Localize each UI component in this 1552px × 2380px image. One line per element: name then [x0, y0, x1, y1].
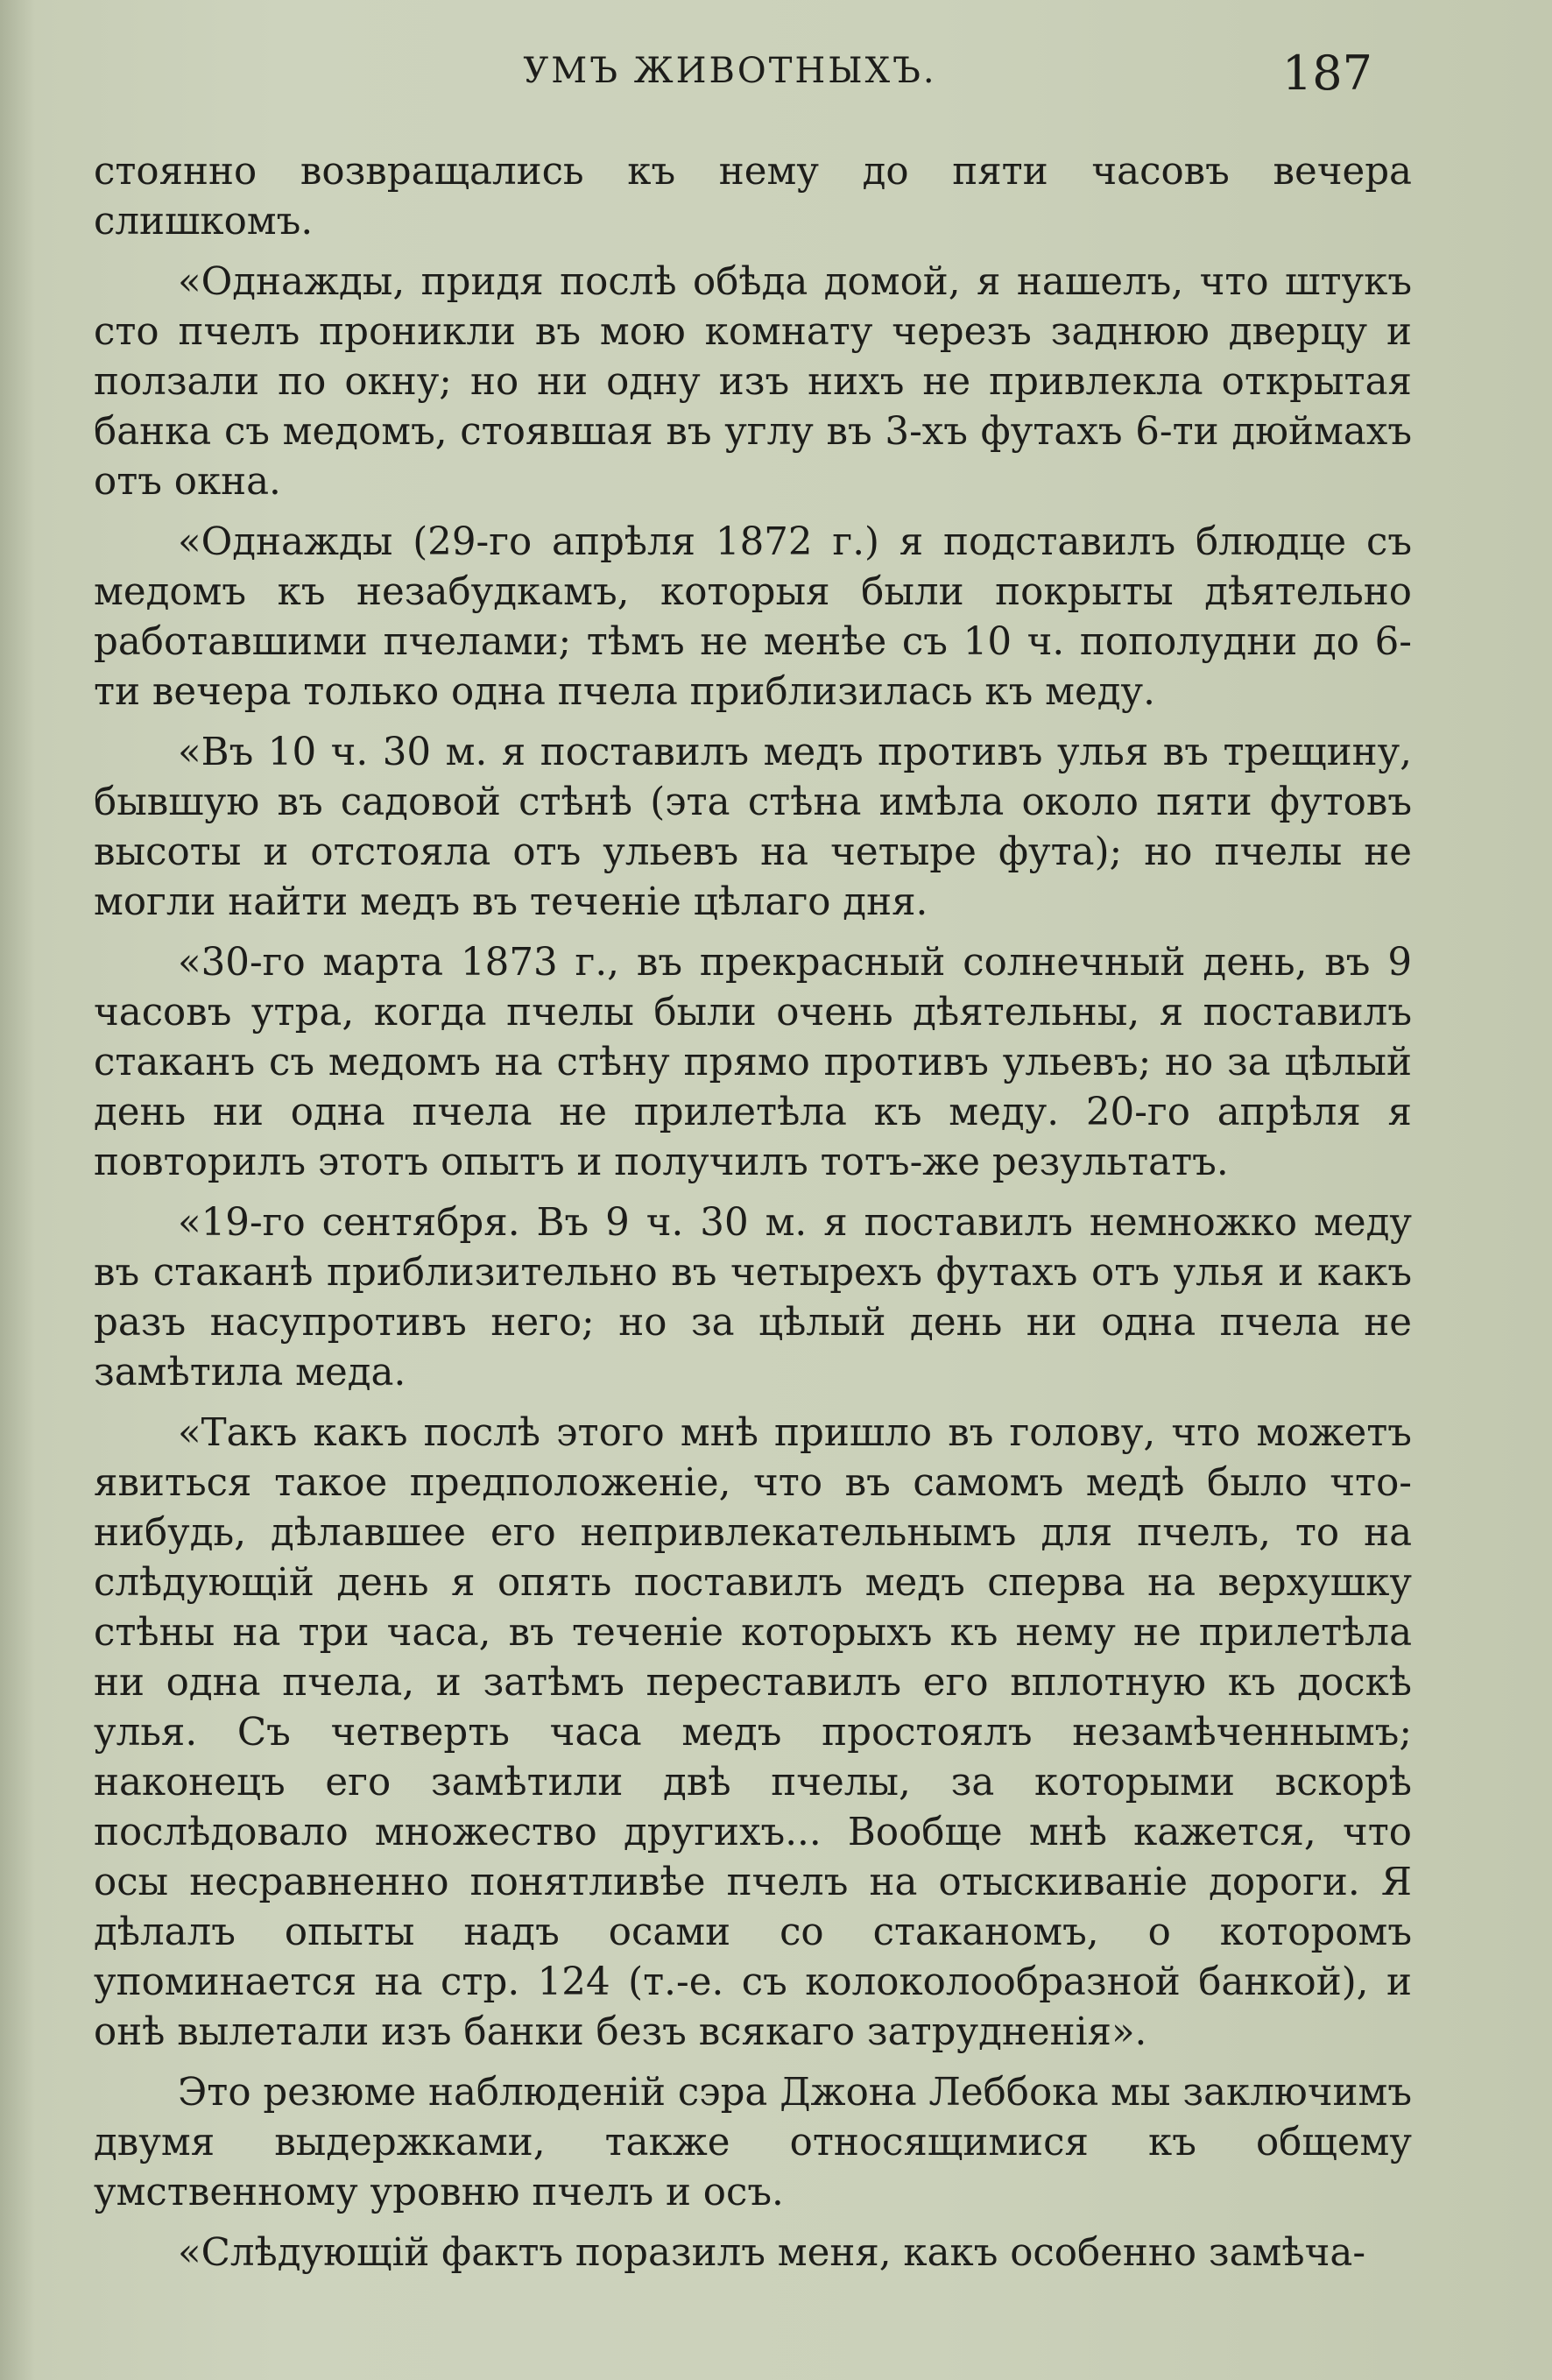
paragraph-8: Это резюме наблюденій сэра Джона Леббока мы заключимъ двумя выдержками, также относящимися къ общему умственному уровню пчелъ и осъ.: [94, 2071, 1412, 2214]
paragraph-5: «30-го марта 1873 г., въ прекрасный солнечный день, въ 9 часовъ утра, когда пчелы были очень дѣятельны, я поставилъ стаканъ съ медомъ на стѣну прямо противъ ульевъ; но за цѣлый день ни одна пчела не прилетѣла къ меду. 20-го апрѣля я повторилъ этотъ опытъ и получилъ тотъ-же результатъ.: [94, 941, 1412, 1184]
page-number: 187: [1281, 46, 1372, 101]
running-head: УМЪ ЖИВОТНЫХЪ.: [523, 51, 937, 91]
paragraph-6: «19-го сентября. Въ 9 ч. 30 м. я поставилъ немножко меду въ стаканѣ приблизительно въ четырехъ футахъ отъ улья и какъ разъ насупротивъ него; но за цѣлый день ни одна пчела не замѣтила меда.: [94, 1201, 1412, 1395]
paragraph-1: стоянно возвращались къ нему до пяти часовъ вечера слишкомъ.: [94, 150, 1412, 244]
paragraph-3: «Однажды (29-го апрѣля 1872 г.) я подставилъ блюдце съ медомъ къ незабудкамъ, которыя были покрыты дѣятельно работавшими пчелами; тѣмъ не менѣе съ 10 ч. пополудни до 6-ти вечера только одна пчела приблизилась къ меду.: [94, 520, 1412, 714]
paragraph-2: «Однажды, придя послѣ обѣда домой, я нашелъ, что штукъ сто пчелъ проникли въ мою комнату черезъ заднюю дверцу и ползали по окну; но ни одну изъ нихъ не привлекла открытая банка съ медомъ, стоявшая въ углу въ 3-хъ футахъ 6-ти дюймахъ отъ окна.: [94, 260, 1412, 504]
paragraph-4: «Въ 10 ч. 30 м. я поставилъ медъ противъ улья въ трещину, бывшую въ садовой стѣнѣ (эта стѣна имѣла около пяти футовъ высоты и отстояла отъ ульевъ на четыре фута); но пчелы не могли найти медъ въ теченіе цѣлаго дня.: [94, 731, 1412, 924]
page-edge-shadow: [0, 0, 35, 2380]
paragraph-9: «Слѣдующій фактъ поразилъ меня, какъ особенно замѣча-: [178, 2231, 1366, 2275]
page-header: [88, 46, 1372, 107]
body-text: [94, 147, 1412, 2289]
paragraph-7: «Такъ какъ послѣ этого мнѣ пришло въ голову, что можетъ явиться такое предположеніе, что въ самомъ медѣ было что-нибудь, дѣлавшее его непривлекательнымъ для пчелъ, то на слѣдующій день я опять поставилъ медъ сперва на верхушку стѣны на три часа, въ теченіе которыхъ къ нему не прилетѣла ни одна пчела, и затѣмъ переставилъ его вплотную къ доскѣ улья. Съ четверть часа медъ простоялъ незамѣченнымъ; наконецъ его замѣтили двѣ пчелы, за которыми вскорѣ послѣдовало множество другихъ... Вообще мнѣ кажется, что осы несравненно понятливѣе пчелъ на отыскиваніе дороги. Я дѣлалъ опыты надъ осами со стаканомъ, о которомъ упоминается на стр. 124 (т.-е. съ колоколообразной банкой), и онѣ вылетали изъ банки безъ всякаго затрудненія».: [94, 1411, 1412, 2054]
